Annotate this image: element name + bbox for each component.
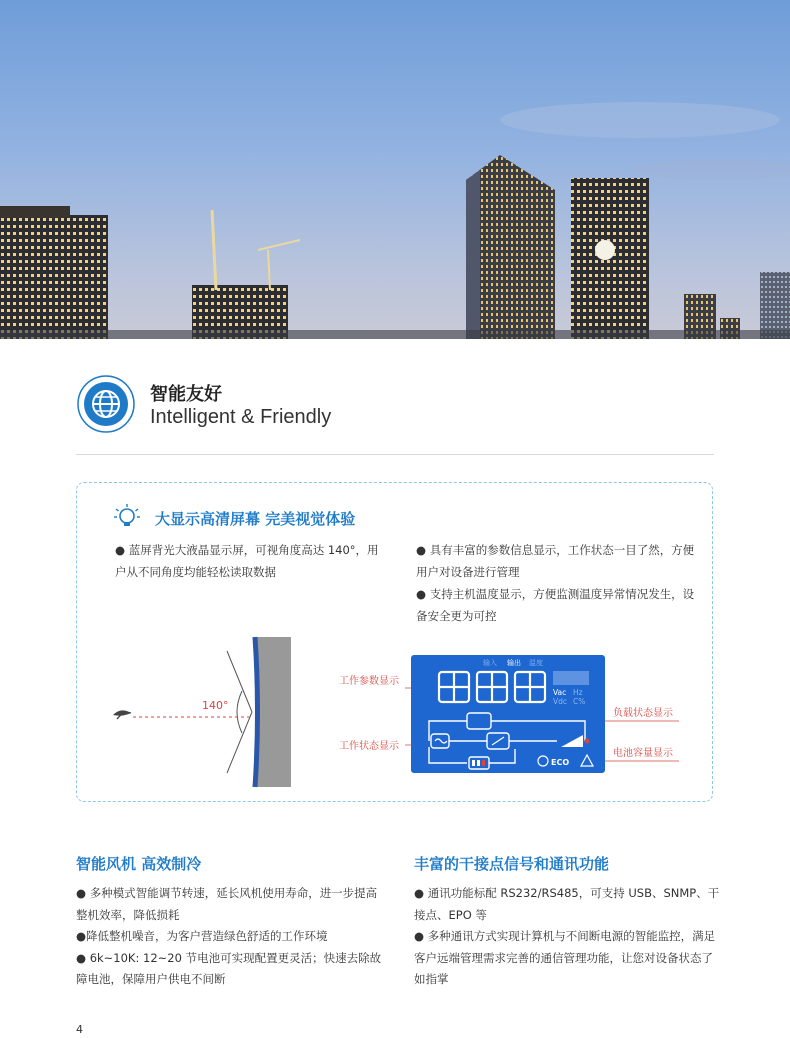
eye-icon: [113, 710, 131, 719]
lcd-label-temperature: 温度: [529, 659, 543, 667]
fan-section-title: 智能风机 高效制冷: [76, 855, 202, 873]
angle-label: 140°: [202, 699, 229, 712]
lcd-display-diagram: [317, 655, 717, 785]
globe-icon: [76, 374, 136, 434]
lightbulb-icon: [113, 503, 141, 531]
hero-skyline-image: [0, 0, 790, 339]
screen-side-view: [257, 637, 291, 787]
page-number: 4: [76, 1023, 83, 1036]
comm-bullets: [414, 883, 720, 991]
fan-bullets: [76, 883, 382, 991]
lcd-unit-vdc: Vdc: [553, 697, 568, 706]
section-title-chinese: 智能友好: [150, 384, 222, 405]
fan-bullet-battery: ● 6k~10K: 12~20 节电池可实现配置更灵活；快速去除故障电池，保障用户供电不间断: [76, 950, 382, 986]
lcd-digits: [439, 672, 545, 702]
section-title-english: Intelligent & Friendly: [150, 406, 332, 428]
callout-work-parameters: 工作参数显示: [339, 676, 399, 687]
section-divider: [76, 454, 714, 455]
bullet-viewing-angle: ● 蓝屏背光大液晶显示屏，可视角度高达 140°，用户从不同角度均能轻松读取数据: [115, 543, 379, 579]
fan-bullet-speed: ● 多种模式智能调节转速，延长风机使用寿命，进一步提高整机效率，降低损耗: [76, 886, 378, 922]
panel-bullets-left: [115, 539, 385, 583]
lcd-unit-percent: C%: [573, 697, 586, 706]
skyline-illustration: [0, 0, 790, 339]
screen-edge: [255, 637, 258, 787]
lcd-eco-label: ECO: [551, 758, 570, 767]
callout-work-status: 工作状态显示: [339, 741, 399, 752]
lcd-unit-vac: Vac: [553, 688, 567, 697]
panel-bullets-right: [416, 539, 696, 627]
callout-load-status: 负载状态显示: [613, 708, 673, 719]
display-feature-panel: [76, 482, 713, 802]
panel-heading-text: 大显示高清屏幕 完美视觉体验: [155, 510, 356, 528]
lcd-label-output: 输出: [507, 659, 521, 667]
bullet-parameter-display: ● 具有丰富的参数信息显示，工作状态一目了然，方便用户对设备进行管理: [416, 543, 695, 579]
comm-section-title: 丰富的干接点信号和通讯功能: [414, 855, 610, 873]
bullet-temperature-display: ● 支持主机温度显示，方便监测温度异常情况发生，设备安全更为可控: [416, 587, 695, 623]
viewing-angle-diagram: [97, 631, 297, 791]
lcd-unit-hz: Hz: [573, 688, 583, 697]
fan-bullet-noise: ●降低整机噪音，为客户营造绿色舒适的工作环境: [76, 929, 328, 943]
bypass-icon: [467, 713, 491, 729]
comm-bullet-standard: ● 通讯功能标配 RS232/RS485，可支持 USB、SNMP、干接点、EPO 等: [414, 886, 720, 922]
callout-battery-capacity: 电池容量显示: [613, 748, 673, 759]
comm-bullet-monitoring: ● 多种通讯方式实现计算机与不间断电源的智能监控，满足客户远端管理需求完善的通信管理功能，让您对设备状态了如指掌: [414, 929, 716, 986]
lcd-label-input: 输入: [483, 659, 497, 667]
